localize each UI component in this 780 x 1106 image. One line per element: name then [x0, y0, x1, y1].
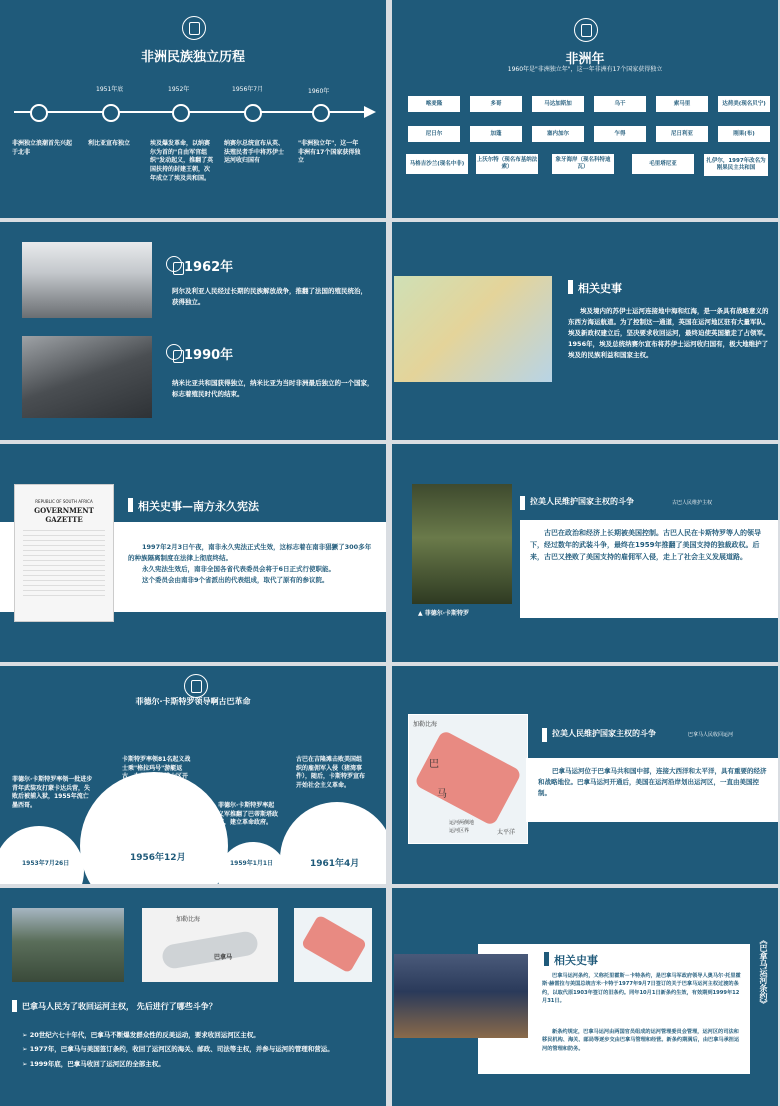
- heading-bar: [128, 498, 133, 512]
- land-shape: [161, 930, 260, 970]
- timeline-dot: [172, 104, 190, 122]
- country-tag: 马格吉沙兰(现名中非): [406, 154, 468, 174]
- country-tag: 乍得: [594, 126, 646, 142]
- event-text: 菲德尔·卡斯特罗率领一批进步青年武装攻打蒙卡达兵营，失败后被捕入狱，1955年流亡墨西哥。: [12, 776, 93, 810]
- country-tag: 马达加斯加: [532, 96, 584, 112]
- date-label: 1956年12月: [130, 853, 186, 863]
- map-label: 太平洋: [497, 829, 516, 836]
- country-tag: 乌干: [594, 96, 646, 112]
- country-tag: 多哥: [470, 96, 522, 112]
- timeline-circle: [280, 802, 386, 884]
- section-heading: 相关史事—南方永久宪法: [138, 500, 259, 513]
- section-subheading: 巴拿马人民收回运河: [688, 732, 734, 738]
- body-text: [128, 542, 376, 586]
- slide-suez: [392, 222, 778, 440]
- country-tag: 尼日尔: [408, 126, 460, 142]
- timeline-circle: [0, 826, 84, 884]
- event-text: 纳赛尔总统宣布从英、法殖民者手中将苏伊士运河收归国有: [224, 140, 285, 165]
- timeline-dot: [30, 104, 48, 122]
- gazette-text-lines: [23, 530, 105, 600]
- gazette-title: GOVERNMENT GAZETTE: [34, 506, 94, 524]
- emblem-icon: [184, 674, 208, 698]
- year-label: 1960年: [308, 88, 330, 95]
- country-tag: 象牙海岸（现名科特迪瓦）: [552, 154, 614, 174]
- year-label: 1951年底: [96, 86, 124, 93]
- body-line: 这个委员会由南非9个省派出的代表组成，取代了原有的参议院。: [142, 576, 329, 585]
- bullet-list: [22, 1030, 372, 1069]
- event-text: 利比亚宣布独立: [88, 140, 131, 147]
- slide-south-africa-constitution: [0, 444, 386, 662]
- bullet-item: ➢ 1999年底，巴拿马收回了运河区的全部主权。: [22, 1059, 165, 1068]
- photo-caption: ▲ 菲德尔·卡斯特罗: [418, 610, 469, 617]
- country-tag: 塞内加尔: [532, 126, 584, 142]
- crowd-photo: [22, 242, 152, 318]
- map-label: 加勒比海: [413, 721, 438, 728]
- date-label: 1953年7月26日: [22, 860, 70, 867]
- emblem-icon: [166, 344, 182, 360]
- arrow-head-icon: [364, 106, 376, 118]
- event-text: 菲德尔·卡斯特罗率起义军推翻了巴蒂斯塔政权，建立革命政府。: [218, 802, 279, 827]
- timeline-dot: [102, 104, 120, 122]
- emblem-icon: [182, 16, 206, 40]
- country-tag: 索马里: [656, 96, 708, 112]
- timeline-dot: [244, 104, 262, 122]
- slide-african-independence: [0, 0, 386, 218]
- section-heading: 相关史事: [578, 282, 622, 295]
- body-text: 古巴在政治和经济上长期被美国控制。古巴人民在卡斯特罗等人的领导下，经过数年的武装斗争，最终在1959年推翻了美国支持的独裁政权。后来，古巴又挫败了美国支持的雇佣军入侵，走上了社会主义发展道路。: [530, 529, 761, 561]
- country-tag: 毛里塔尼亚: [632, 154, 694, 174]
- map-label: 巴: [429, 759, 439, 770]
- emblem-icon: [166, 256, 182, 272]
- date-label: 1959年1月1日: [230, 860, 274, 867]
- event-text: 古巴在吉隆滩击败美国组织的雇佣军入侵（猪湾事件），随后，卡斯特罗宣布开始社会主义革命。: [296, 756, 366, 790]
- vertical-title: 《巴拿马运河条约》: [759, 936, 768, 1008]
- question-heading: 巴拿马人民为了收回运河主权， 先后进行了哪些斗争？: [22, 1002, 217, 1011]
- map-label: 马: [437, 789, 447, 800]
- bullet-text: 20世纪六七十年代，巴拿马不断爆发群众性的反美运动，要求收回运河区主权。: [29, 1031, 260, 1039]
- heading-bar: [544, 952, 549, 966]
- body-text: 巴拿马运河条约，又称托里霍斯－卡特条约，是巴拿马军政府领导人奥马尔·托里霍斯·赫雷拉与美国总统吉米·卡特于1977年9月7日签订的关于巴拿马运河主权过渡的条约，以取代原1903年签订的旧条约。同年10月1日新条约生效，有效期到1999年12月31日。: [542, 973, 741, 1004]
- year-heading: 1990年: [184, 348, 234, 363]
- slide-title: 非洲民族独立历程: [140, 50, 245, 65]
- slide-panama-treaty: [392, 888, 778, 1106]
- body-text: 新条约规定，巴拿马运河由两国官员组成的运河管理委员会管理，运河区的司法和移民机构、海关、邮局等逐步交由巴拿马管理和经营。新条约期满后，由巴拿马承担运河的管理和防务。: [542, 1029, 740, 1052]
- slide-panama-canal: [392, 666, 778, 884]
- map-label: 巴拿马: [214, 954, 233, 961]
- country-tag: 尼日利亚: [656, 126, 708, 142]
- event-text: 埃及爆发革命，以纳赛尔为首的"自由军官组织"发动起义，推翻了英国扶持的封建王朝，次年成立了埃及共和国。: [150, 140, 214, 182]
- panama-map: [142, 908, 278, 982]
- bullet-item: ➢ 20世纪六七十年代，巴拿马不断爆发群众性的反美运动，要求收回运河区主权。: [22, 1031, 260, 1039]
- canal-zone-shape: [301, 914, 367, 973]
- city-photo: [22, 336, 152, 418]
- country-tag: 扎伊尔，1997年改名为刚果民主共和国: [704, 154, 768, 176]
- canal-map: [408, 714, 528, 844]
- event-text: 卡斯特罗率领81名起义战士乘"格拉玛号"游艇返古，在马埃斯特腊山区开展游击战。: [122, 756, 191, 790]
- heading-bar: [520, 496, 525, 510]
- canal-zone-map: [294, 908, 372, 982]
- section-heading: 相关史事: [554, 954, 598, 967]
- slide-cuban-revolution: [0, 666, 386, 884]
- section-heading: 拉美人民维护国家主权的斗争: [552, 729, 656, 738]
- bullet-text: 1999年底，巴拿马收回了运河区的全部主权。: [29, 1059, 165, 1068]
- map-label: 加勒比海: [176, 916, 201, 923]
- country-tag: 喀麦隆: [408, 96, 460, 112]
- heading-bar: [12, 1000, 17, 1012]
- castro-photo: [412, 484, 512, 604]
- country-tag: 刚果(布): [718, 126, 770, 142]
- slide-title: 非洲年: [565, 52, 605, 67]
- year-label: 1952年: [168, 86, 190, 93]
- slide-subtitle: 1960年是"非洲独立年"，这一年非洲有17个国家获得独立: [507, 66, 663, 73]
- heading-bar: [568, 280, 573, 294]
- country-tag: 加蓬: [470, 126, 522, 142]
- gazette-page: [14, 484, 114, 622]
- event-text: 纳米比亚共和国获得独立，纳米比亚为当时非洲最后独立的一个国家，标志着殖民时代的结束。: [172, 379, 374, 399]
- slide-cuba: [392, 444, 778, 662]
- map-label: 运河区界: [449, 828, 470, 834]
- bullet-item: ➢ 1977年，巴拿马与美国签订条约，收回了运河区的海关、邮政、司法等主权，并参与运河的管理和营运。: [22, 1045, 334, 1054]
- slide-1962-1990: [0, 222, 386, 440]
- year-heading: 1962年: [184, 260, 234, 275]
- section-heading: 拉美人民维护国家主权的斗争: [530, 497, 634, 506]
- suez-map: [394, 276, 552, 382]
- slide-panama-struggle: [0, 888, 386, 1106]
- date-label: 1961年4月: [310, 859, 360, 869]
- country-tag: 上沃尔特（现名布基纳法索）: [476, 154, 538, 174]
- canal-photo: [12, 908, 124, 982]
- emblem-icon: [574, 18, 598, 42]
- event-text: 阿尔及利亚人民经过长期的民族解放战争，推翻了法国的殖民统治，获得独立。: [172, 287, 367, 307]
- section-subheading: 古巴人民维护主权: [672, 500, 713, 506]
- country-tag: 达荷美(现名贝宁): [718, 96, 770, 112]
- canal-zone-shape: [414, 730, 523, 827]
- heading-bar: [542, 728, 547, 742]
- event-text: "非洲独立年"，这一年非洲有17个国家获得独立: [298, 140, 361, 165]
- year-label: 1956年7月: [232, 86, 264, 93]
- slide-title: 菲德尔·卡斯特罗领导啊古巴革命: [135, 697, 251, 706]
- signing-photo: [394, 954, 528, 1038]
- body-text: 巴拿马运河位于巴拿马共和国中部，连接大西洋和太平洋，具有重要的经济和战略地位。巴拿马运河开通后，美国在运河沿岸划出运河区，一直由美国控制。: [538, 767, 767, 798]
- body-line: 1997年2月3日午夜，南非永久宪法正式生效，这标志着在南非猖獗了300多年的种族隔离制度在法律上彻底终结。: [128, 543, 372, 563]
- map-label: 运河两侧地: [449, 820, 475, 826]
- timeline-dot: [312, 104, 330, 122]
- bullet-text: 1977年，巴拿马与美国签订条约，收回了运河区的海关、邮政、司法等主权，并参与运河的管理和营运。: [29, 1045, 334, 1054]
- body-text: 埃及境内的苏伊士运河连接地中海和红海，是一条具有战略意义的东西方海运航道。为了控制这一通道，英国在运河地区驻有大量军队。埃及新政权建立后，坚决要求收回运河，最终迫使英国撤走了占领军。1956年，埃及总统纳赛尔宣布将苏伊士运河收归国有，极大地维护了埃及的民族利益和国家主权。: [568, 307, 770, 360]
- event-text: 非洲独立浪潮首先兴起于北非: [12, 140, 73, 156]
- body-line: 永久宪法生效后，南非全国各省代表委员会将于6日正式行使职能。: [142, 565, 336, 574]
- gazette-header: REPUBLIC OF SOUTH AFRICA: [35, 499, 93, 504]
- slide-africa-year: [392, 0, 778, 218]
